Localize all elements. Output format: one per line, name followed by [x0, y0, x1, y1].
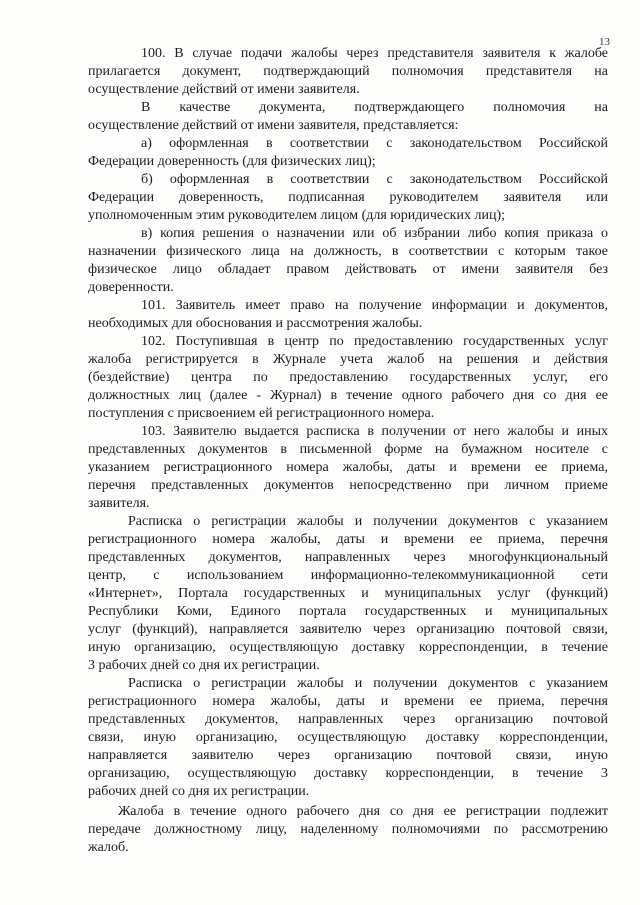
text-line: направляется заявителю через организацию почтовой связи, иную	[88, 748, 608, 763]
text-line: В качестве документа, подтверждающего полномочия на	[141, 100, 608, 115]
text-line: осуществление действий от имени заявителя, представляется:	[88, 118, 459, 133]
text-line: физическое лицо обладает правом действовать от имени заявителя без	[88, 262, 608, 277]
text-line: жалоба регистрируется в Журнале учета жалоб на решения и действия	[88, 352, 608, 367]
text-line: представленных документов, направленных через организацию почтовой	[88, 712, 608, 727]
text-line: а) оформленная в соответствии с законодательством Российской	[141, 136, 608, 151]
text-line: б) оформленная в соответствии с законодательством Российской	[141, 172, 608, 187]
text-line: представленных документов в письменной форме на бумажном носителе с	[88, 442, 608, 457]
text-line: Жалоба в течение одного рабочего дня со дня ее регистрации подлежит	[118, 804, 608, 819]
text-line: осуществление действий от имени заявителя.	[88, 82, 360, 97]
text-line: Федерации доверенность, подписанная руководителем заявителя или	[88, 190, 608, 205]
text-line: Федерации доверенность (для физических лиц);	[88, 154, 376, 169]
text-line: назначении физического лица на должность, в соответствии с которым такое	[88, 244, 608, 259]
text-line: заявителя.	[88, 496, 150, 511]
text-line: «Интернет», Портала государственных и муниципальных услуг (функций)	[88, 586, 608, 601]
text-line: рабочих дней со дня их регистрации.	[88, 784, 310, 799]
text-line: услуг (функций), направляется заявителю через организацию почтовой связи,	[88, 622, 608, 637]
text-line: указанием регистрационного номера жалобы, даты и времени ее приема,	[88, 460, 608, 475]
text-line: 3 рабочих дней со дня их регистрации.	[88, 658, 320, 673]
text-line: Расписка о регистрации жалобы и получении документов с указанием	[128, 514, 608, 529]
text-line: поступления с присвоением ей регистрационного номера.	[88, 406, 435, 421]
text-line: Расписка о регистрации жалобы и получении документов с указанием	[128, 676, 608, 691]
text-line: организацию, осуществляющую доставку корреспонденции, в течение 3	[88, 766, 608, 781]
text-line: должностных лиц (далее - Журнал) в течение одного рабочего дня со дня ее	[88, 388, 608, 403]
text-line: центр, с использованием информационно-телекоммуникационной сети	[88, 568, 608, 583]
text-line: перечня представленных документов непосредственно при личном приеме	[88, 478, 608, 493]
text-line: Республики Коми, Единого портала государственных и муниципальных	[88, 604, 608, 619]
text-line: передаче должностному лицу, наделенному полномочиями по рассмотрению	[88, 822, 608, 837]
text-line: иную организацию, осуществляющую доставку корреспонденции, в течение	[88, 640, 608, 655]
text-line: в) копия решения о назначении или об избрании либо копия приказа о	[141, 226, 608, 241]
text-line: необходимых для обоснования и рассмотрения жалобы.	[88, 316, 423, 331]
text-line: (бездействие) центра по предоставлению государственных услуг, его	[88, 370, 608, 385]
text-line: уполномоченным этим руководителем лицом (для юридических лиц);	[88, 208, 505, 223]
text-line: связи, иную организацию, осуществляющую доставку корреспонденции,	[88, 730, 608, 745]
text-line: жалоб.	[88, 840, 129, 855]
text-line: 103. Заявителю выдается расписка в получении от него жалобы и иных	[141, 424, 608, 439]
text-line: прилагается документ, подтверждающий полномочия представителя на	[88, 64, 608, 79]
text-line: 101. Заявитель имеет право на получение информации и документов,	[141, 298, 608, 313]
text-line: представленных документов, направленных через многофункциональный	[88, 550, 608, 565]
text-line: регистрационного номера жалобы, даты и времени ее приема, перечня	[88, 694, 608, 709]
text-line: доверенности.	[88, 280, 174, 295]
page-number: 13	[599, 36, 610, 48]
text-line: регистрационного номера жалобы, даты и времени ее приема, перечня	[88, 532, 608, 547]
text-line: 100. В случае подачи жалобы через представителя заявителя к жалобе	[141, 46, 608, 61]
text-line: 102. Поступившая в центр по предоставлению государственных услуг	[141, 334, 608, 349]
